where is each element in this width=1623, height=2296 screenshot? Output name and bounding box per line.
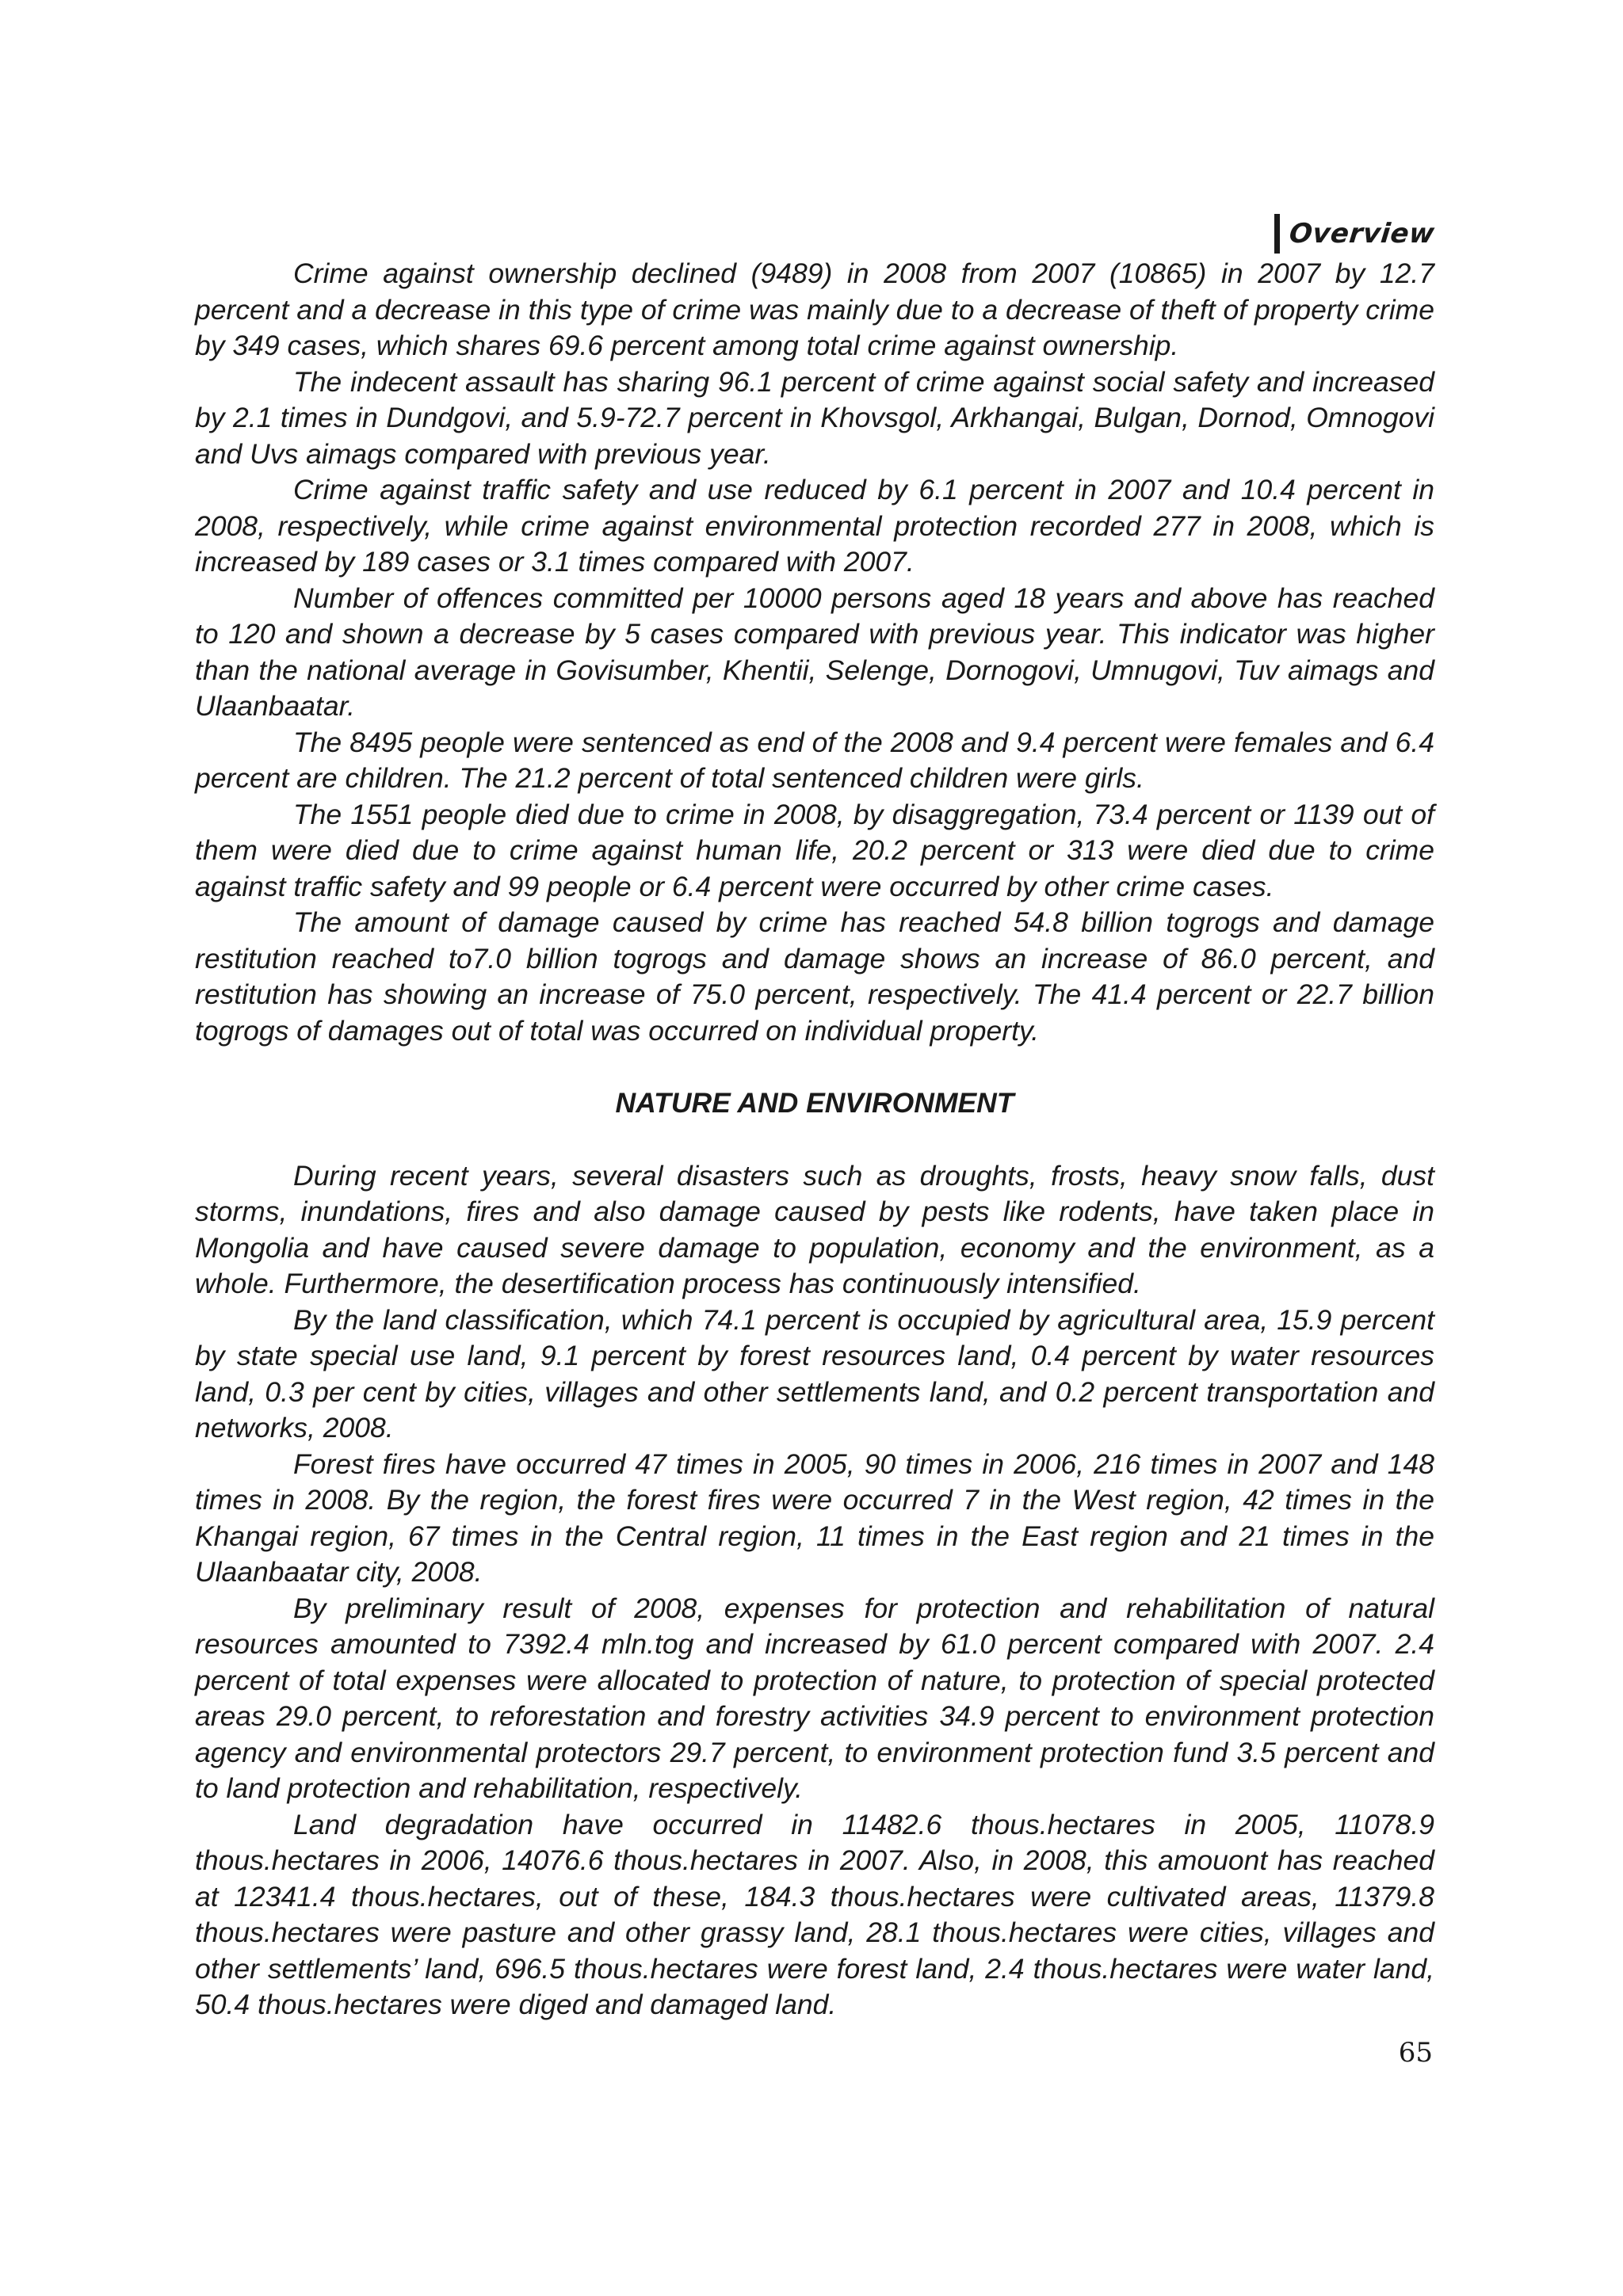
paragraph-land-classification: By the land classification, which 74.1 percent is occupied by agricultural area, 15.9 percent by state special use land, 9.1 percent by forest resources land, 0.4 percent by water resources land, 0.3 per cent by cities, villages and other settlements land, and 0.2 percent transportation and networks, 2008. [195,1303,1434,1444]
paragraph-traffic-safety: Crime against traffic safety and use reduced by 6.1 percent in 2007 and 10.4 percent in 2008, respectively, while crime against environmental protection recorded 277 in 2008, which is increased by 189 cases or 3.1 times compared with 2007. [195,474,1434,578]
page-number: 65 [1398,2037,1433,2069]
paragraph-indecent-assault: The indecent assault has sharing 96.1 percent of crime against social safety and increased by 2.1 times in Dundgovi, and 5.9-72.7 percent in Khovsgol, Arkhangai, Bulgan, Dornod, Omnogovi and Uvs aimags compared with previous year. [195,365,1434,470]
paragraph-crime-damage: The amount of damage caused by crime has reached 54.8 billion togrogs and damage restitution reached to7.0 billion togrogs and damage shows an increase of 86.0 percent, and restitution has showing an increase of 75.0 percent, respectively. The 41.4 percent or 22.7 billion togrogs of damages out of total was occurred on individual property. [195,906,1434,1047]
paragraph-land-degradation: Land degradation have occurred in 11482.6 thous.hectares in 2005, 11078.9 thous.hectares in 2006, 14076.6 thous.hectares in 2007. Also, in 2008, this amouont has reached at 12341.4 thous.hectares, out of these, 184.3 thous.hectares were cultivated areas, 11379.8 thous.hectares were pasture and other grassy land, 28.1 thous.hectares were cities, villages and other settlements’ land, 696.5 thous.hectares were forest land, 2.4 thous.hectares were water land, 50.4 thous.hectares were diged and damaged land. [195,1808,1434,2020]
body-text [195,256,1434,2023]
header-divider-bar [1274,214,1280,254]
paragraph-protection-expenses: By preliminary result of 2008, expenses for protection and rehabilitation of natural resources amounted to 7392.4 mln.tog and increased by 61.0 percent compared with 2007. 2.4 percent of total expenses were allocated to protection of nature, to protection of special protected areas 29.0 percent, to reforestation and forestry activities 34.9 percent to environment protection agency and environmental protectors 29.7 percent, to environment protection fund 3.5 percent and to land protection and rehabilitation, respectively. [195,1592,1434,1804]
section-heading: NATURE AND ENVIRONMENT [615,1087,1014,1119]
paragraph-crime-ownership: Crime against ownership declined (9489) in 2008 from 2007 (10865) in 2007 by 12.7 percent and a decrease in this type of crime was mainly due to a decrease of theft of property crime by 349 cases, which shares 69.6 percent among total crime against ownership. [195,257,1434,361]
paragraph-crime-deaths: The 1551 people died due to crime in 2008, by disaggregation, 73.4 percent or 1139 out of them were died due to crime against human life, 20.2 percent or 313 were died due to crime against traffic safety and 99 people or 6.4 percent were occurred by other crime cases. [195,798,1434,902]
paragraph-disasters: During recent years, several disasters such as droughts, frosts, heavy snow falls, dust storms, inundations, fires and also damage caused by pests like rodents, have taken place in Mongolia and have caused severe damage to population, economy and the environment, as a whole. Furthermore, the desertification process has continuously intensified. [195,1159,1434,1299]
paragraph-sentenced-people: The 8495 people were sentenced as end of the 2008 and 9.4 percent were females and 6.4 percent are children. The 21.2 percent of total sentenced children were girls. [195,726,1434,794]
paragraph-offences-rate: Number of offences committed per 10000 persons aged 18 years and above has reached to 120 and shown a decrease by 5 cases compared with previous year. This indicator was higher than the national average in Govisumber, Khentii, Selenge, Dornogovi, Umnugovi, Tuv aimags and Ulaanbaatar. [195,582,1434,722]
running-header [1274,214,1437,254]
paragraph-forest-fires: Forest fires have occurred 47 times in 2005, 90 times in 2006, 216 times in 2007 and 148 times in 2008. By the region, the forest fires were occurred 7 in the West region, 42 times in the Khangai region, 67 times in the Central region, 11 times in the East region and 21 times in the Ulaanbaatar city, 2008. [195,1447,1434,1588]
running-header-title: Overview [1287,218,1437,250]
